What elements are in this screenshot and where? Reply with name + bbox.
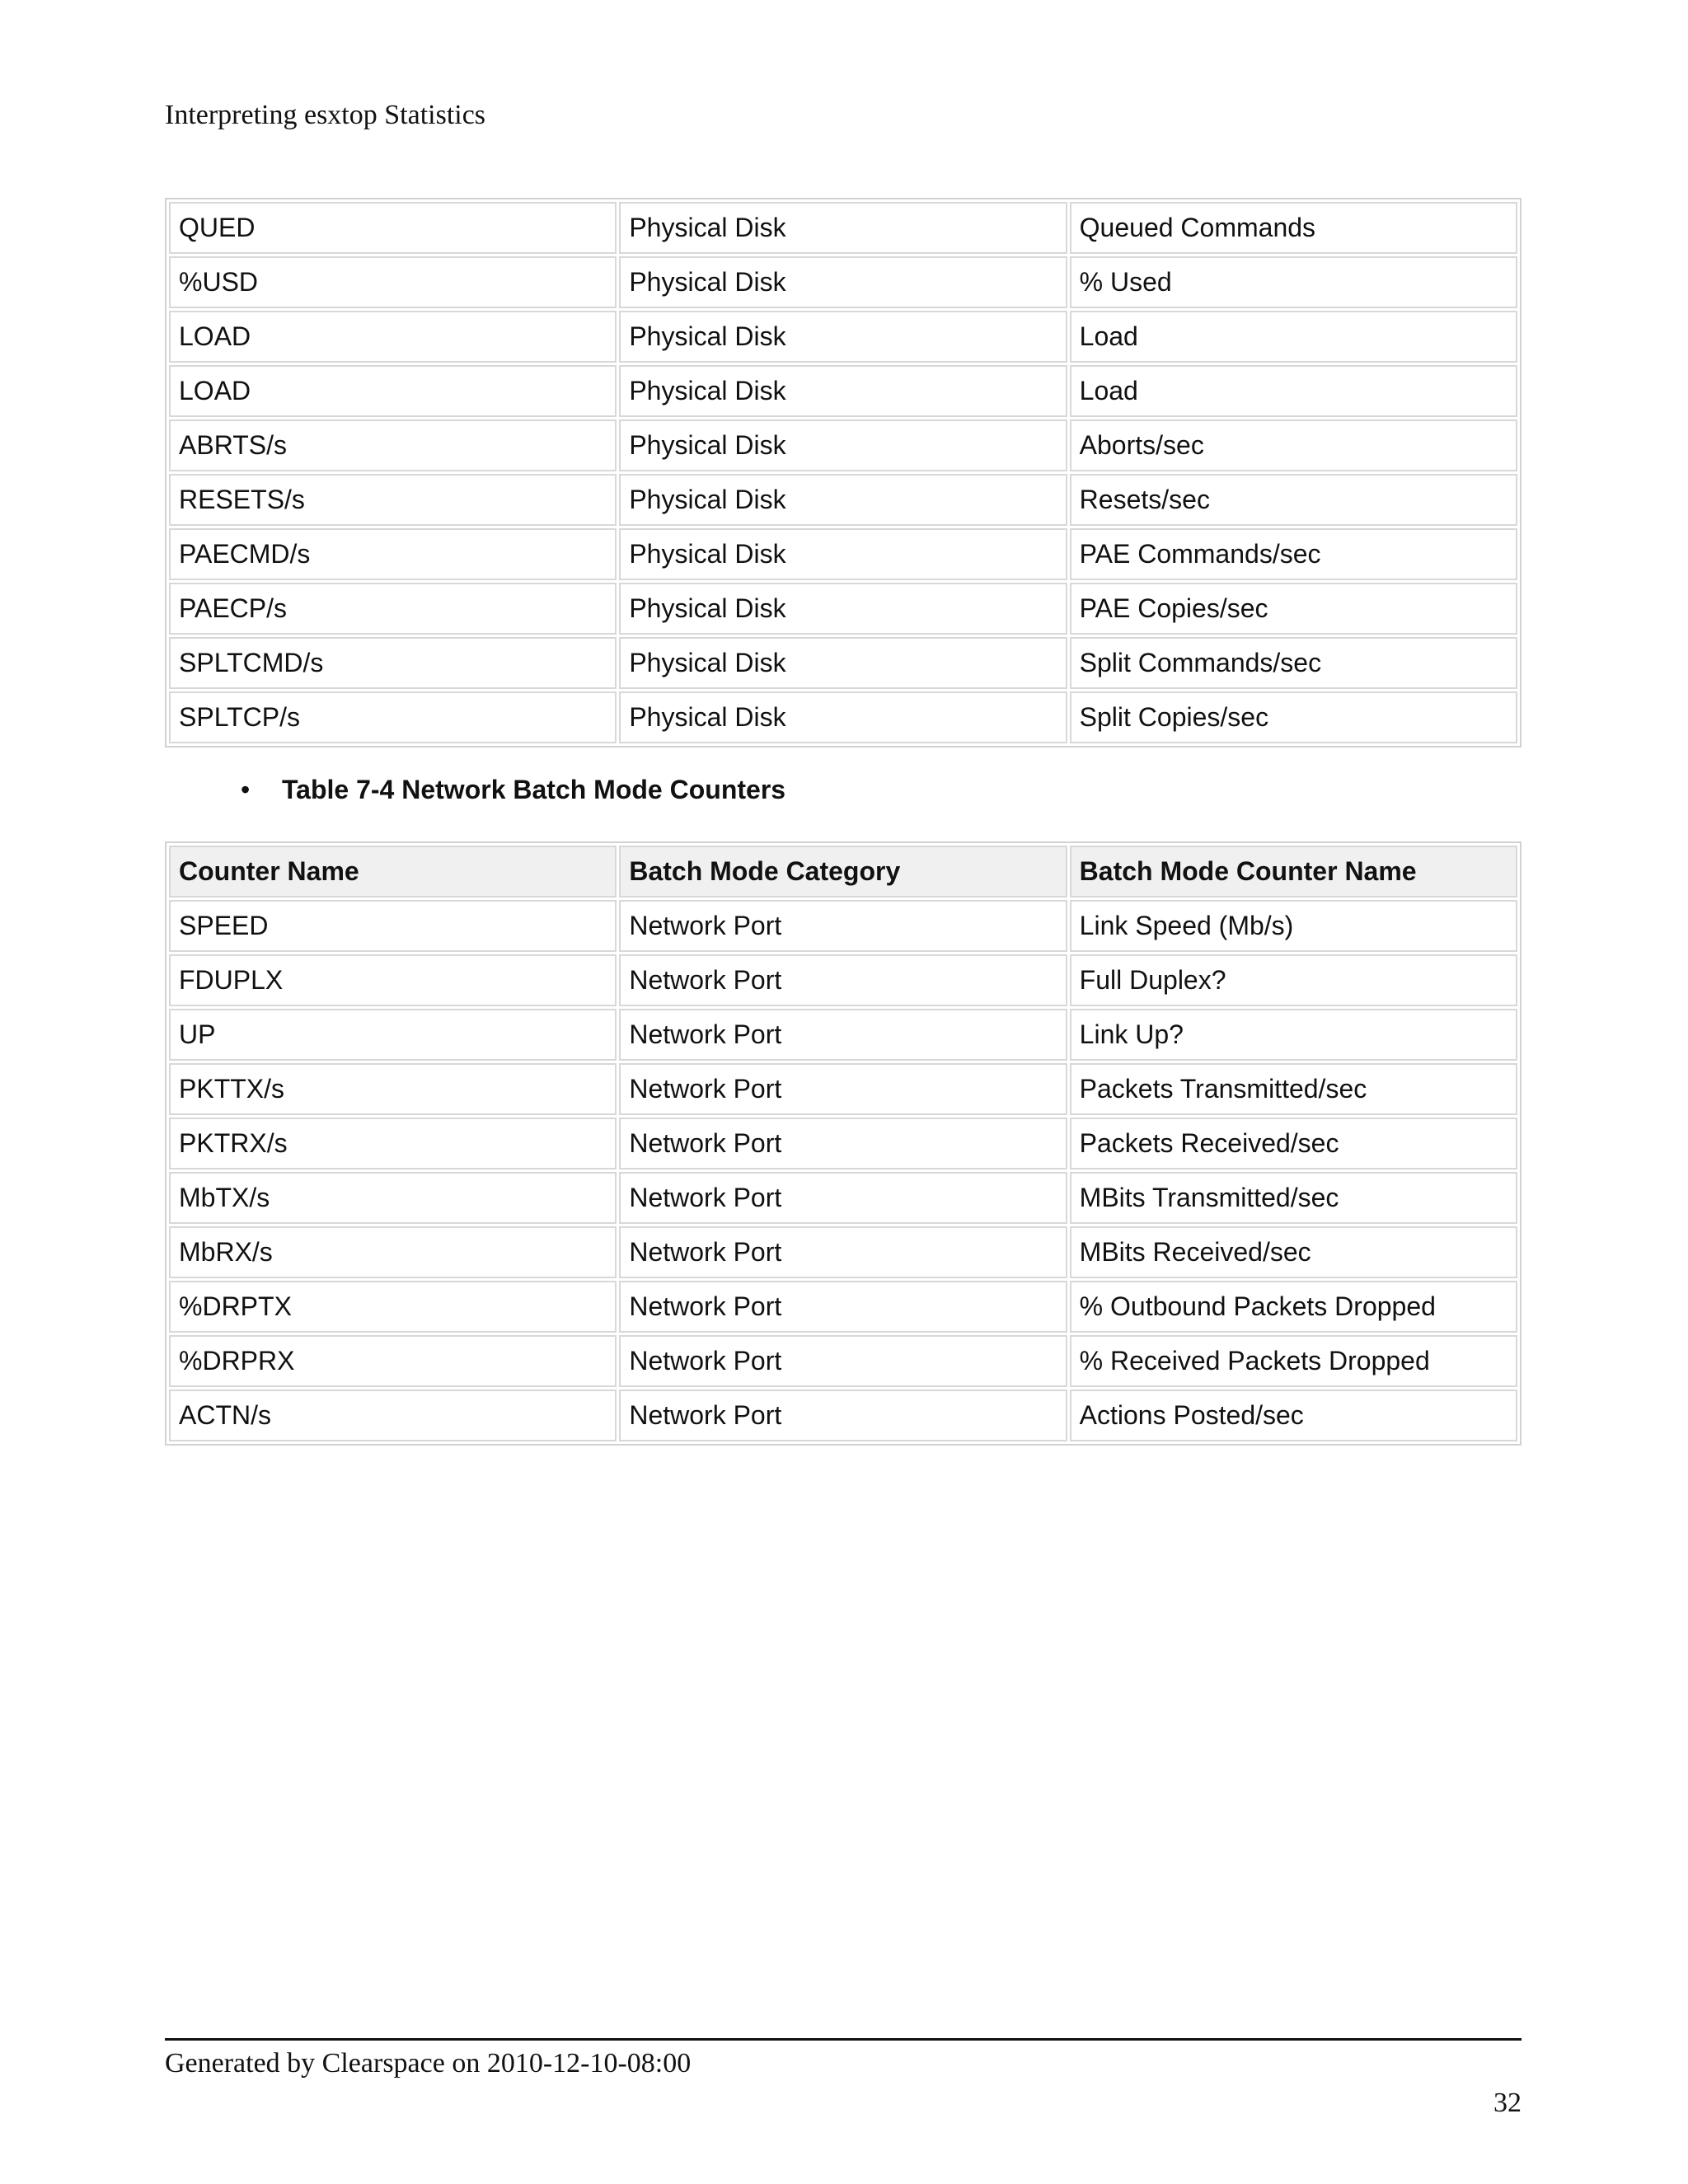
counter-description-cell: Packets Transmitted/sec <box>1070 1063 1517 1115</box>
counter-name-cell: %DRPTX <box>169 1281 617 1333</box>
counter-name-cell: PKTRX/s <box>169 1118 617 1169</box>
table-row <box>169 202 1517 254</box>
counter-name-cell: SPLTCP/s <box>169 691 617 743</box>
table-row <box>169 954 1517 1006</box>
counter-description-cell: Load <box>1070 365 1517 417</box>
table-row <box>169 1335 1517 1387</box>
category-cell: Network Port <box>619 954 1067 1006</box>
counter-description-cell: Link Up? <box>1070 1009 1517 1061</box>
footer-generated-note: Generated by Clearspace on 2010-12-10-08:00 <box>165 2048 692 2079</box>
table-row <box>169 1226 1517 1278</box>
footer-divider <box>165 2038 1522 2041</box>
table-row <box>169 256 1517 308</box>
network-table-head <box>169 846 1517 898</box>
category-cell: Physical Disk <box>619 691 1067 743</box>
counter-name-cell: LOAD <box>169 365 617 417</box>
counter-name-cell: QUED <box>169 202 617 254</box>
category-cell: Physical Disk <box>619 202 1067 254</box>
physical-disk-counters-table <box>165 198 1522 748</box>
counter-name-cell: PAECMD/s <box>169 528 617 580</box>
network-table-caption: Table 7-4 Network Batch Mode Counters <box>282 775 786 804</box>
counter-description-cell: Split Copies/sec <box>1070 691 1517 743</box>
table-row <box>169 311 1517 363</box>
counter-description-cell: Split Commands/sec <box>1070 637 1517 689</box>
table-row <box>169 365 1517 417</box>
counter-description-cell: Load <box>1070 311 1517 363</box>
category-cell: Physical Disk <box>619 311 1067 363</box>
counter-description-cell: Resets/sec <box>1070 474 1517 526</box>
counter-name-cell: SPLTCMD/s <box>169 637 617 689</box>
category-cell: Network Port <box>619 1226 1067 1278</box>
counter-name-cell: MbRX/s <box>169 1226 617 1278</box>
category-cell: Physical Disk <box>619 419 1067 471</box>
counter-description-cell: MBits Received/sec <box>1070 1226 1517 1278</box>
counter-name-cell: PKTTX/s <box>169 1063 617 1115</box>
counter-name-cell: LOAD <box>169 311 617 363</box>
counter-description-cell: MBits Transmitted/sec <box>1070 1172 1517 1224</box>
category-cell: Physical Disk <box>619 474 1067 526</box>
table-row <box>169 691 1517 743</box>
counter-name-cell: MbTX/s <box>169 1172 617 1224</box>
table-row <box>169 528 1517 580</box>
network-table-body <box>169 900 1517 1441</box>
table-row <box>169 900 1517 952</box>
physical-disk-table-body <box>169 202 1517 743</box>
counter-description-cell: Queued Commands <box>1070 202 1517 254</box>
counter-description-cell: % Used <box>1070 256 1517 308</box>
category-cell: Network Port <box>619 1118 1067 1169</box>
counter-name-cell: %DRPRX <box>169 1335 617 1387</box>
category-cell: Physical Disk <box>619 637 1067 689</box>
counter-name-cell: ABRTS/s <box>169 419 617 471</box>
counter-name-cell: FDUPLX <box>169 954 617 1006</box>
counter-description-cell: PAE Commands/sec <box>1070 528 1517 580</box>
page-number: 32 <box>1493 2088 1522 2118</box>
counter-name-cell: PAECP/s <box>169 583 617 635</box>
table-row <box>169 1009 1517 1061</box>
counter-name-cell: UP <box>169 1009 617 1061</box>
table-row <box>169 474 1517 526</box>
table-row <box>169 637 1517 689</box>
network-batch-mode-counters-table <box>165 841 1522 1446</box>
counter-description-cell: PAE Copies/sec <box>1070 583 1517 635</box>
counter-name-cell: RESETS/s <box>169 474 617 526</box>
counter-name-cell: %USD <box>169 256 617 308</box>
category-cell: Physical Disk <box>619 365 1067 417</box>
category-cell: Network Port <box>619 1281 1067 1333</box>
header-row <box>169 846 1517 898</box>
category-cell: Physical Disk <box>619 583 1067 635</box>
category-cell: Network Port <box>619 1390 1067 1441</box>
category-cell: Network Port <box>619 1063 1067 1115</box>
counter-description-cell: Aborts/sec <box>1070 419 1517 471</box>
category-cell: Physical Disk <box>619 256 1067 308</box>
counter-name-cell: ACTN/s <box>169 1390 617 1441</box>
counter-description-cell: Actions Posted/sec <box>1070 1390 1517 1441</box>
table-row <box>169 1390 1517 1441</box>
table-row <box>169 583 1517 635</box>
counter-description-cell: Full Duplex? <box>1070 954 1517 1006</box>
counter-description-cell: % Received Packets Dropped <box>1070 1335 1517 1387</box>
column-header-batch-mode-counter-name: Batch Mode Counter Name <box>1070 846 1517 898</box>
counter-description-cell: Packets Received/sec <box>1070 1118 1517 1169</box>
table-row <box>169 1063 1517 1115</box>
bullet-marker: • <box>241 775 251 804</box>
counter-description-cell: % Outbound Packets Dropped <box>1070 1281 1517 1333</box>
category-cell: Network Port <box>619 1009 1067 1061</box>
table-row <box>169 1118 1517 1169</box>
category-cell: Network Port <box>619 900 1067 952</box>
column-header-batch-mode-category: Batch Mode Category <box>619 846 1067 898</box>
counter-name-cell: SPEED <box>169 900 617 952</box>
table-row <box>169 419 1517 471</box>
running-header: Interpreting esxtop Statistics <box>165 100 486 130</box>
table-caption <box>241 773 785 806</box>
category-cell: Network Port <box>619 1335 1067 1387</box>
column-header-counter-name: Counter Name <box>169 846 617 898</box>
counter-description-cell: Link Speed (Mb/s) <box>1070 900 1517 952</box>
table-row <box>169 1172 1517 1224</box>
table-row <box>169 1281 1517 1333</box>
category-cell: Physical Disk <box>619 528 1067 580</box>
category-cell: Network Port <box>619 1172 1067 1224</box>
